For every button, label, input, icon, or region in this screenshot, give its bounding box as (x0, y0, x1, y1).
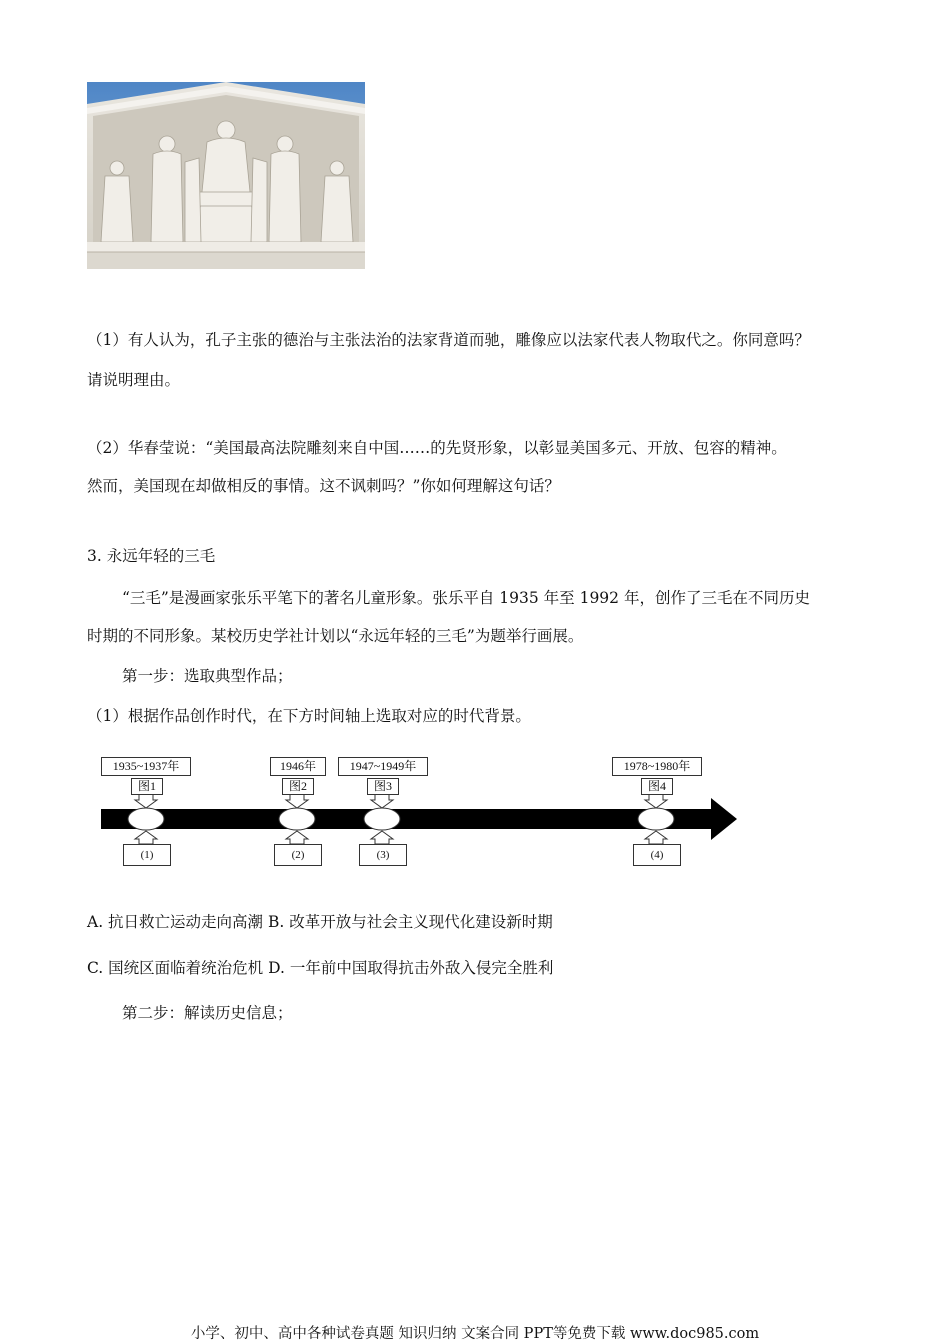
timeline-figure-1: 图1 (131, 778, 163, 795)
timeline-answer-slot-1[interactable]: (1) (123, 844, 171, 866)
options-line-1: A. 抗日救亡运动走向高潮 B. 改革开放与社会主义现代化建设新时期 (87, 913, 553, 931)
page-footer: 小学、初中、高中各种试卷真题 知识归纳 文案合同 PPT等免费下载 www.doc985.com (190, 1326, 760, 1342)
timeline-answer-slot-3[interactable]: (3) (359, 844, 407, 866)
timeline-figure-3: 图3 (367, 778, 399, 795)
timeline-figure-2: 图2 (282, 778, 314, 795)
options-line-2: C. 国统区面临着统治危机 D. 一年前中国取得抗击外敌入侵完全胜利 (87, 959, 554, 977)
timeline-figure-4: 图4 (641, 778, 673, 795)
step-1-label: 第一步：选取典型作品； (122, 667, 293, 685)
timeline-diagram (95, 752, 745, 872)
timeline-year-3: 1947~1949年 (338, 757, 428, 776)
section-3-title: 3. 永远年轻的三毛 (87, 547, 216, 565)
timeline-year-1: 1935~1937年 (101, 757, 191, 776)
section-3-intro-line-1: “三毛”是漫画家张乐平笔下的著名儿童形象。张乐平自 1935 年至 1992 年，创作了三毛在不同历史 (122, 589, 810, 607)
sub-question-1: （1）根据作品创作时代，在下方时间轴上选取对应的时代背景。 (87, 707, 531, 725)
section-3-intro-line-2: 时期的不同形象。某校历史学社计划以“永远年轻的三毛”为题举行画展。 (87, 627, 584, 645)
timeline-year-4: 1978~1980年 (612, 757, 702, 776)
timeline-year-2: 1946年 (270, 757, 326, 776)
timeline-answer-slot-4[interactable]: (4) (633, 844, 681, 866)
timeline-answer-slot-2[interactable]: (2) (274, 844, 322, 866)
step-2-label: 第二步：解读历史信息； (122, 1004, 293, 1022)
question-1-line-2: 请说明理由。 (87, 371, 181, 389)
question-1-line-1: （1）有人认为，孔子主张的德治与主张法治的法家背道而驰，雕像应以法家代表人物取代之。你同意吗？ (87, 331, 810, 349)
question-2-line-2: 然而，美国现在却做相反的事情。这不讽刺吗？”你如何理解这句话？ (87, 477, 560, 495)
statue-pediment-photo (87, 82, 365, 269)
question-2-line-1: （2）华春莹说：“美国最高法院雕刻来自中国……的先贤形象，以彰显美国多元、开放、包容的精神。 (87, 439, 787, 457)
